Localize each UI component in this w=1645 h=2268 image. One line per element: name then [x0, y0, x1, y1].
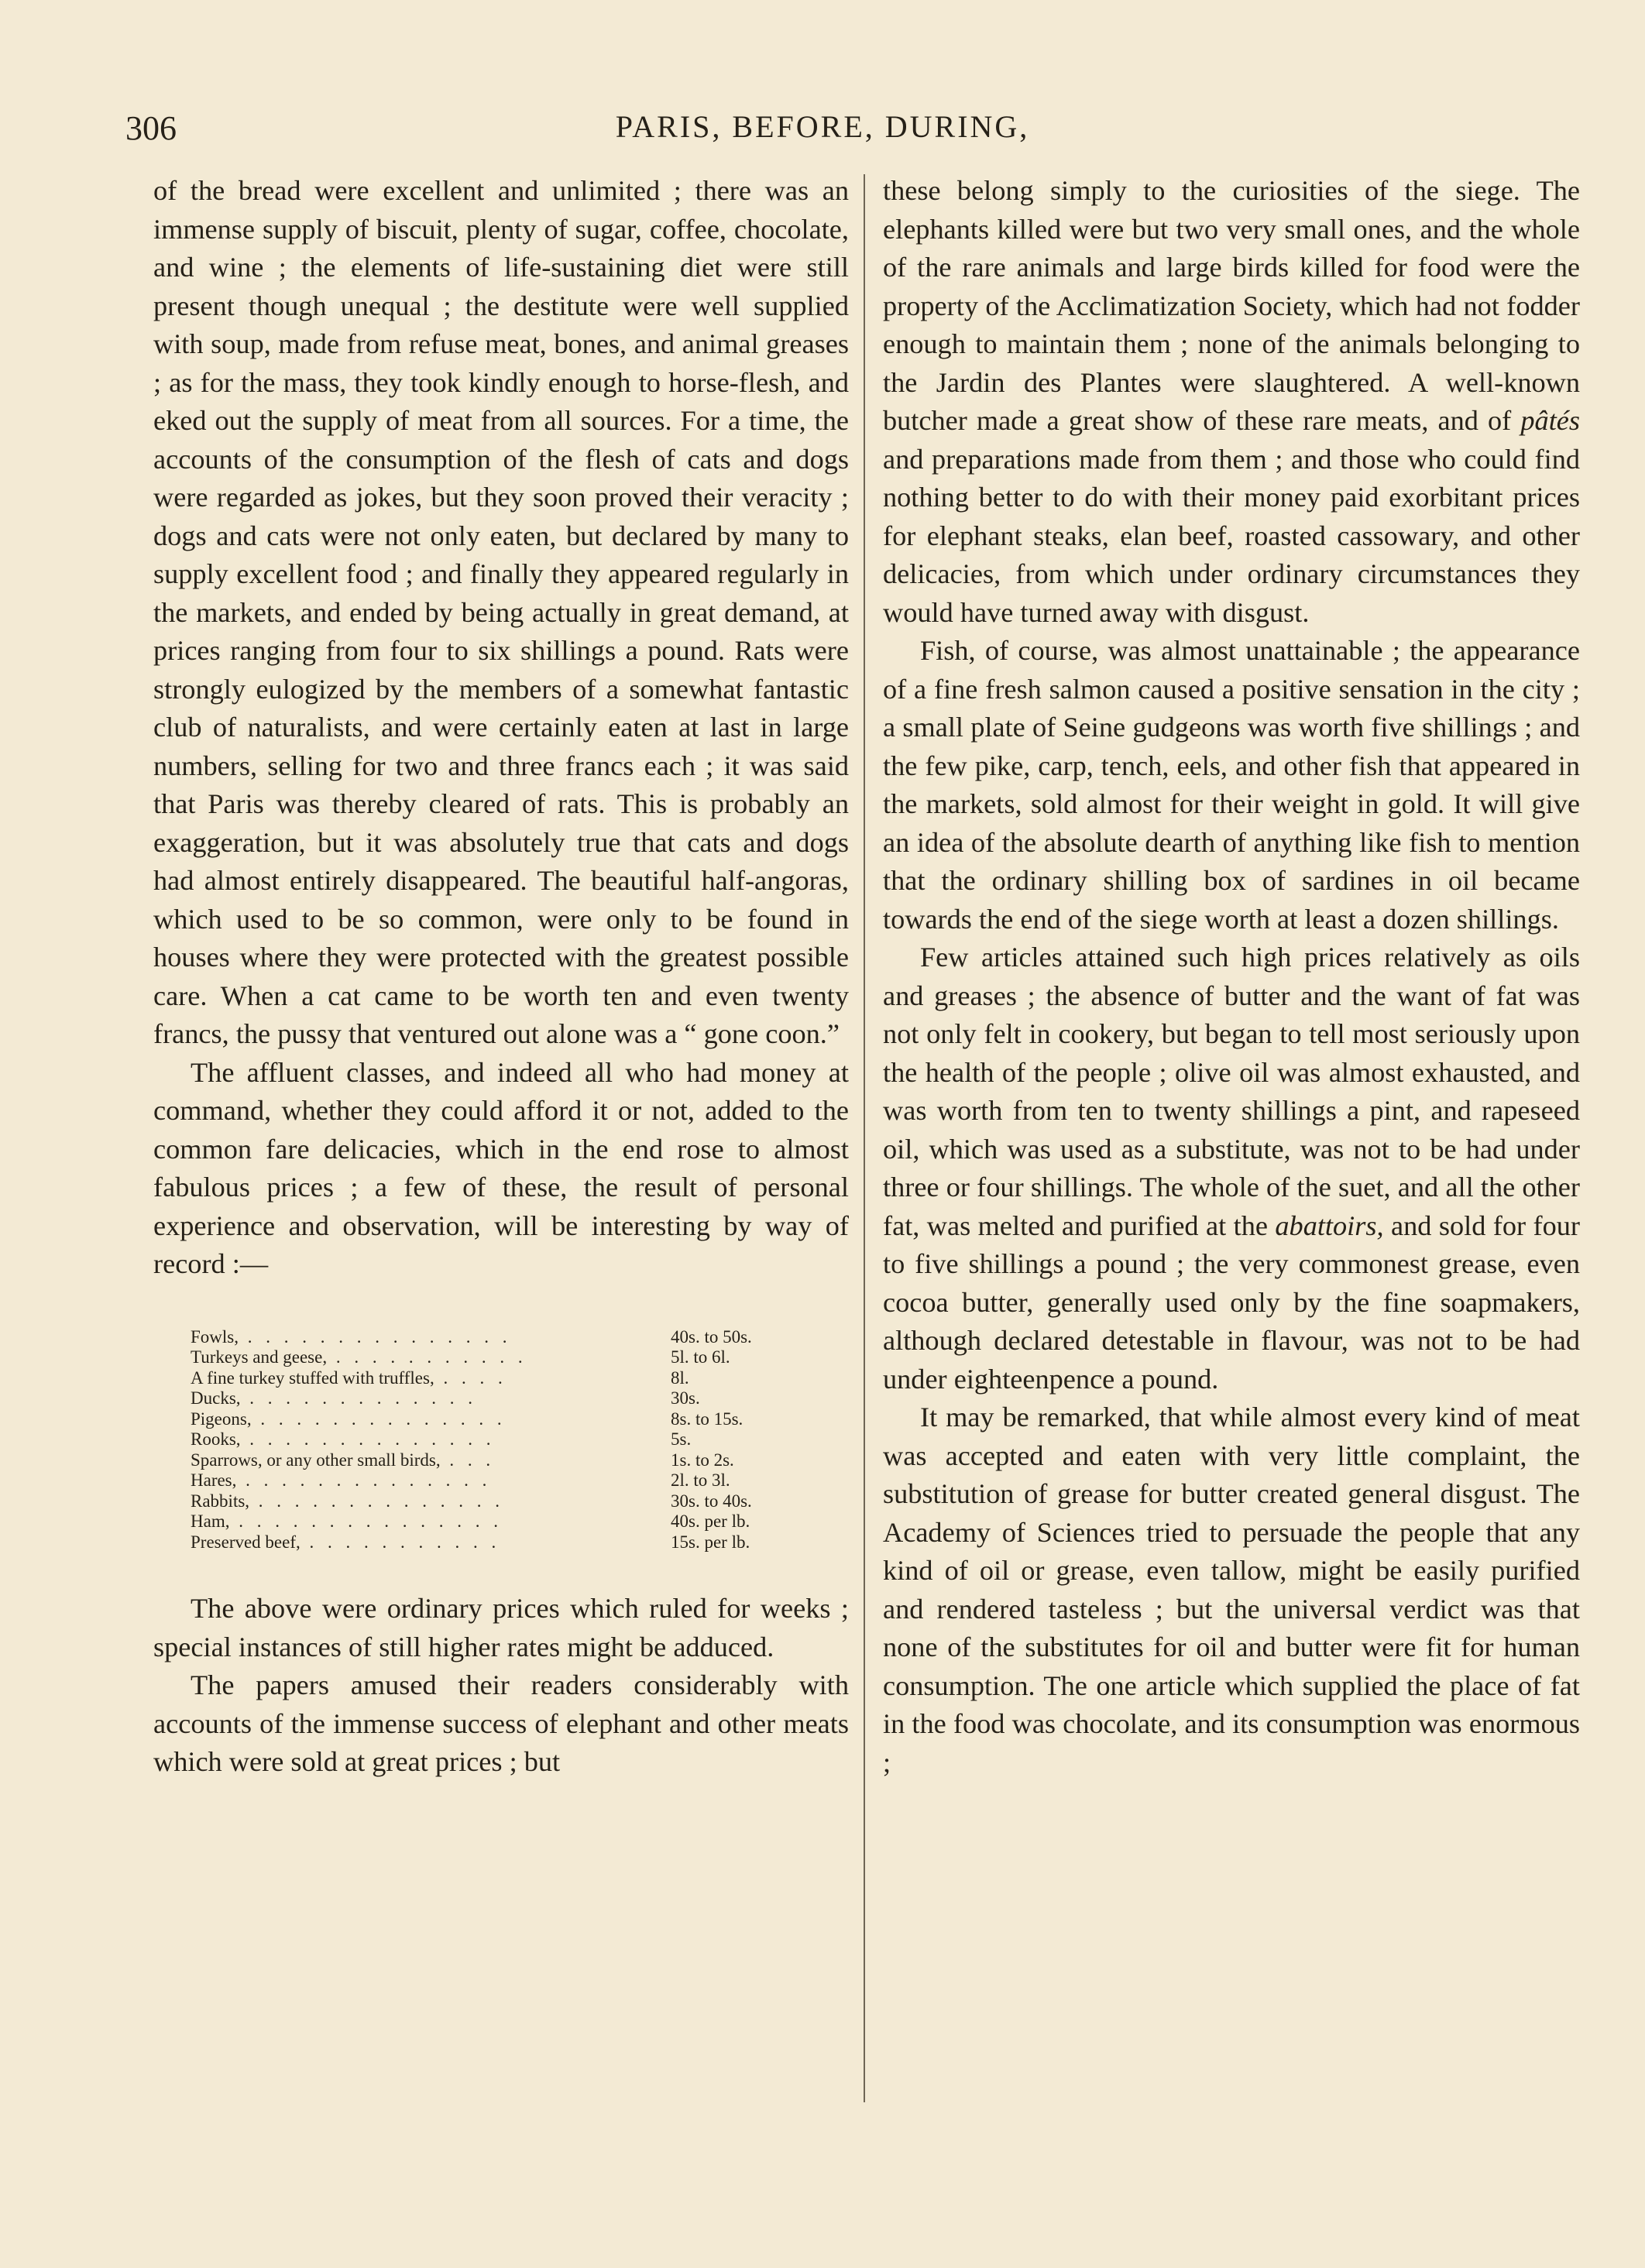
column-divider: [864, 174, 865, 2102]
price-item: Preserved beef,: [191, 1532, 300, 1552]
price-value: 1s. to 2s.: [671, 1450, 734, 1470]
price-row: [191, 1388, 818, 1409]
page-number: 306: [125, 109, 177, 147]
leader-dots: . . . .: [434, 1367, 507, 1388]
right-paragraph-3: [883, 938, 1580, 1398]
price-item: Ducks,: [191, 1388, 241, 1408]
leader-dots: . . . . . . . . . . . . . . .: [239, 1326, 512, 1347]
price-value: 30s.: [671, 1388, 700, 1408]
price-row: [191, 1450, 818, 1471]
price-item: Hares,: [191, 1470, 237, 1490]
right-paragraph-3-end: and sold for four to five shillings a pound ; the very commonest grease, even cocoa butter, generally used only by the fine soapmakers, although declared detestable in flavour, was not to be had under eighteenpence a pound.: [883, 1209, 1580, 1395]
running-head: PARIS, BEFORE, DURING,: [615, 109, 1030, 144]
price-item: Sparrows, or any other small birds,: [191, 1450, 441, 1470]
price-row: [191, 1429, 818, 1450]
price-row: [191, 1491, 818, 1512]
price-value: 40s. per lb.: [671, 1511, 750, 1531]
right-paragraph-2: Fish, of course, was almost unattainable ; the appearance of a fine fresh salmon caused a positive sensation in the city ; a small plate of Seine gudgeons was worth five shillings ; and the few pike, carp, tench, eels, and other fish that appeared in the markets, sold almost for their weight in gold. It will give an idea of the absolute dearth of anything like fish to mention that the ordinary shilling box of sardines in oil became towards the end of the siege worth at least a dozen shillings.: [883, 635, 1580, 935]
price-value: 30s. to 40s.: [671, 1491, 752, 1511]
leader-dots: . . . . . . . . . . . . . .: [240, 1429, 496, 1449]
price-item: Ham,: [191, 1511, 230, 1531]
leader-dots: . . . . . . . . . . . . . .: [236, 1470, 492, 1490]
price-item: Turkeys and geese,: [191, 1347, 328, 1367]
price-item: Fowls,: [191, 1326, 239, 1347]
price-item: Rabbits,: [191, 1491, 250, 1511]
right-paragraph-1-start: these belong simply to the curiosities of the siege. The elephants killed were but two very small ones, and the whole of the rare animals and large birds killed for food were the property of the Acclimatization Society, which had not fodder enough to maintain them ; none of the animals belonging to the Jardin des Plantes were slaughtered. A well-known butcher made a great show of these rare meats, and of: [883, 175, 1580, 436]
price-row: [191, 1368, 818, 1389]
price-value: 40s. to 50s.: [671, 1326, 752, 1347]
price-value: 8s. to 15s.: [671, 1408, 744, 1429]
price-value: 5l. to 6l.: [671, 1347, 730, 1367]
leader-dots: . . . . . . . . . . . . . .: [251, 1408, 507, 1429]
leader-dots: . . . . . . . . . . . . . .: [249, 1491, 505, 1511]
right-paragraph-1-end: and preparations made from them ; and those who could find nothing better to do with their money paid exorbitant prices for elephant steaks, elan beef, roasted cassowary, and other delicacies, from which under ordinary circumstances they would have turned away with disgust.: [883, 443, 1580, 628]
price-item: Rooks,: [191, 1429, 241, 1449]
price-row: [191, 1347, 818, 1368]
leader-dots: . . .: [440, 1450, 496, 1470]
left-column: [153, 172, 849, 2224]
italic-abattoirs: abattoirs,: [1275, 1209, 1384, 1241]
left-paragraph-1: of the bread were excellent and unlimited ; there was an immense supply of biscuit, plenty of sugar, coffee, chocolate, and wine ; the elements of life-sustaining diet were still present though unequal ; the destitute were well supplied with soup, made from refuse meat, bones, and animal greases ; as for the mass, they took kindly enough to horse-flesh, and eked out the supply of meat from all sources. For a time, the accounts of the consumption of the flesh of cats and dogs were regarded as jokes, but they soon proved their veracity ; dogs and cats were not only eaten, but declared by many to supply excellent food ; and finally they appeared regularly in the markets, and ended by being actually in great demand, at prices ranging from four to six shillings a pound. Rats were strongly eulogized by the members of a somewhat fantastic club of naturalists, and were certainly eaten at last in large numbers, selling for two and three francs each ; it was said that Paris was thereby cleared of rats. This is probably an exaggeration, but it was absolutely true that cats and dogs had almost entirely disappeared. The beautiful half-angoras, which used to be so common, were only to be found in houses where they were protected with the greatest possible care. When a cat came to be worth ten and even twenty francs, the pussy that ventured out alone was a “ gone coon.”: [153, 175, 849, 1049]
leader-dots: . . . . . . . . . . . . . . .: [229, 1511, 503, 1531]
left-paragraph-2: The affluent classes, and indeed all who had money at command, whether they could afford it or not, added to the common fare delicacies, which in the end rose to almost fabulous prices ; a few of these, the result of personal experience and observation, will be interesting by way of record :—: [153, 1056, 849, 1279]
price-row: [191, 1409, 818, 1430]
italic-pates: pâtés: [1520, 405, 1580, 436]
price-row: [191, 1470, 818, 1491]
left-paragraph-4: The papers amused their readers considerably with accounts of the immense success of elephant and other meats which were sold at great prices ; but: [153, 1669, 849, 1777]
leader-dots: . . . . . . . . . . .: [300, 1532, 501, 1552]
price-row: [191, 1327, 818, 1348]
price-value: 8l.: [671, 1367, 689, 1388]
price-value: 2l. to 3l.: [671, 1470, 730, 1490]
price-item: A fine turkey stuffed with truffles,: [191, 1367, 434, 1388]
right-paragraph-4: It may be remarked, that while almost every kind of meat was accepted and eaten with very little complaint, the substitution of grease for butter created general disgust. The Academy of Sciences tried to persuade the people that any kind of oil or grease, even tallow, might be easily purified and rendered tasteless ; but the universal verdict was that none of the substitutes for oil and butter were fit for human consumption. The one article which supplied the place of fat in the food was chocolate, and its consumption was enormous ;: [883, 1402, 1580, 1778]
price-row: [191, 1532, 818, 1553]
right-column: [883, 172, 1580, 2224]
left-paragraph-3: The above were ordinary prices which ruled for weeks ; special instances of still higher rates might be adduced.: [153, 1593, 849, 1662]
leader-dots: . . . . . . . . . . . . .: [240, 1388, 478, 1408]
right-paragraph-1: [883, 172, 1580, 632]
right-paragraph-3-start: Few articles attained such high prices relatively as oils and greases ; the absence of butter and the want of fat was not only felt in cookery, but began to tell most seriously upon the health of the people ; olive oil was almost exhausted, and was worth from ten to twenty shillings a pint, and rapeseed oil, which was used as a substitute, was not to be had under three or four shillings. The whole of the suet, and all the other fat, was melted and purified at the: [883, 942, 1580, 1241]
price-value: 5s.: [671, 1429, 692, 1449]
price-row: [191, 1511, 818, 1532]
price-value: 15s. per lb.: [671, 1532, 750, 1552]
price-item: Pigeons,: [191, 1408, 252, 1429]
price-table: [191, 1327, 818, 1553]
leader-dots: . . . . . . . . . . .: [327, 1347, 527, 1367]
